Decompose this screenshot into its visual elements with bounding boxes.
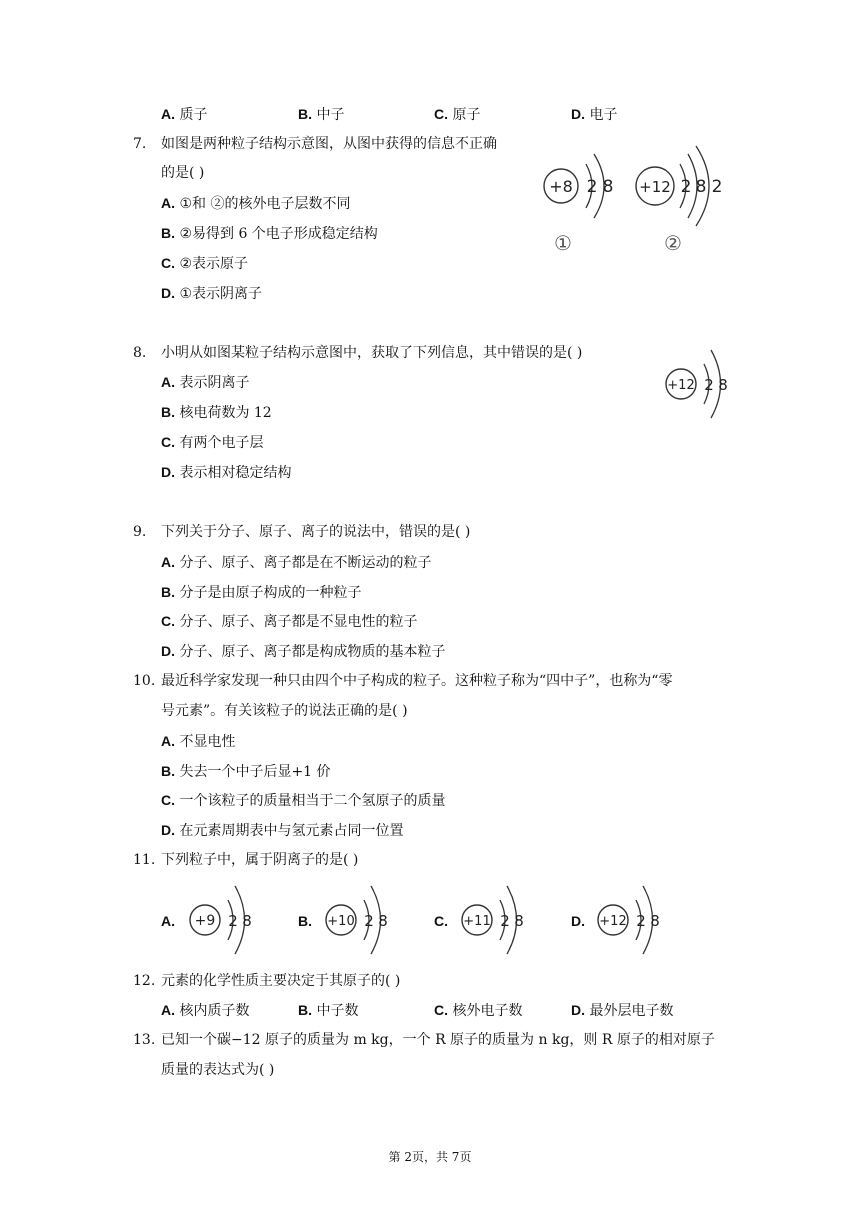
q9-option-c: C. 分子、原子、离子都是不显电性的粒子 xyxy=(161,613,418,630)
q10-stem-line1: 最近科学家发现一种只由四个中子构成的粒子。这种粒子称为“四中子”，也称为“零 xyxy=(161,673,673,689)
q7-option-d: D. ①表示阴离子 xyxy=(161,285,263,302)
q8-stem: 小明从如图某粒子结构示意图中，获取了下列信息，其中错误的是( ) xyxy=(161,345,583,361)
q8-nucleus-label: +12 xyxy=(667,378,695,393)
q12-option-d: D. 最外层电子数 xyxy=(571,1002,674,1019)
q11-d-shell-1-count: 2 xyxy=(636,912,646,930)
q9-option-d: D. 分子、原子、离子都是构成物质的基本粒子 xyxy=(161,643,446,660)
q12-option-c: C. 核外电子数 xyxy=(434,1002,523,1019)
q11-d-shell-2-count: 8 xyxy=(650,912,660,930)
q7-d1-shell-1-count: 2 xyxy=(586,177,598,197)
q12-option-b: B. 中子数 xyxy=(298,1002,359,1019)
q10-option-b: B. 失去一个中子后显+1 价 xyxy=(161,763,331,780)
q9-option-a: A. 分子、原子、离子都是在不断运动的粒子 xyxy=(161,554,432,571)
q12-number: 12. xyxy=(133,973,156,989)
q12-option-a: A. 核内质子数 xyxy=(161,1002,250,1019)
q7-d2-shell-3-count: 2 xyxy=(711,177,723,197)
q8-option-c: C. 有两个电子层 xyxy=(161,434,264,451)
q11-c-nucleus-label: +11 xyxy=(463,914,491,929)
q11-b-shell-1-count: 2 xyxy=(364,912,374,930)
q7-option-b: B. ②易得到 6 个电子形成稳定结构 xyxy=(161,225,378,242)
q11-option-b-letter: B. xyxy=(298,913,312,929)
q10-stem-line2: 号元素”。有关该粒子的说法正确的是( ) xyxy=(161,703,408,719)
q12-stem: 元素的化学性质主要决定于其原子的( ) xyxy=(161,973,401,989)
q7-d2-shell-1-count: 2 xyxy=(680,177,692,197)
q10-option-c: C. 一个该粒子的质量相当于二个氢原子的质量 xyxy=(161,792,446,809)
q7-number: 7. xyxy=(133,136,147,152)
q9-stem: 下列关于分子、原子、离子的说法中，错误的是( ) xyxy=(161,524,471,540)
q11-option-a-letter: A. xyxy=(161,913,175,929)
q6-option-b: B. 中子 xyxy=(298,106,345,123)
q7-stem-line2: 的是( ) xyxy=(161,165,205,181)
q8-option-b: B. 核电荷数为 12 xyxy=(161,404,272,421)
q8-shell-1-count: 2 xyxy=(704,376,714,394)
q11-b-nucleus-label: +10 xyxy=(327,914,355,929)
q7-atom-diagram-1 xyxy=(536,144,626,216)
q9-option-b: B. 分子是由原子构成的一种粒子 xyxy=(161,584,362,601)
q11-a-shell-1-count: 2 xyxy=(228,912,238,930)
q11-option-b-atom-diagram xyxy=(322,882,394,958)
q11-number: 11. xyxy=(133,852,156,868)
q13-stem-line2: 质量的表达式为( ) xyxy=(161,1062,275,1078)
q7-option-a: A. ①和 ②的核外电子层数不同 xyxy=(161,195,351,212)
q6-option-d: D. 电子 xyxy=(571,106,618,123)
q11-option-c-atom-diagram xyxy=(458,882,530,958)
q8-shell-2-count: 8 xyxy=(718,376,728,394)
q8-number: 8. xyxy=(133,345,147,361)
q7-d2-label: ② xyxy=(664,231,682,255)
q11-a-shell-2-count: 8 xyxy=(242,912,252,930)
q6-option-a: A. 质子 xyxy=(161,106,208,123)
q10-number: 10. xyxy=(133,673,156,689)
q13-stem-line1: 已知一个碳−12 原子的质量为 m kg，一个 R 原子的质量为 n kg，则 R 原子的相对原子 xyxy=(161,1032,715,1048)
q7-d2-nucleus-label: +12 xyxy=(639,178,671,196)
q7-d1-nucleus-label: +8 xyxy=(549,177,573,196)
q8-option-d: D. 表示相对稳定结构 xyxy=(161,464,292,481)
q7-stem-line1: 如图是两种粒子结构示意图，从图中获得的信息不正确 xyxy=(161,136,497,152)
q10-option-a: A. 不显电性 xyxy=(161,733,236,750)
page-footer: 第 2页，共 7页 xyxy=(388,1150,472,1164)
q11-option-d-letter: D. xyxy=(571,913,585,929)
q11-a-nucleus-label: +9 xyxy=(194,913,216,929)
q7-d1-label: ① xyxy=(554,231,572,255)
q7-atom-diagram-2 xyxy=(632,144,732,216)
q11-d-nucleus-label: +12 xyxy=(599,914,627,929)
q13-number: 13. xyxy=(133,1032,156,1048)
q8-atom-diagram xyxy=(662,346,734,422)
q10-option-d: D. 在元素周期表中与氢元素占同一位置 xyxy=(161,822,404,839)
q11-stem: 下列粒子中，属于阴离子的是( ) xyxy=(161,852,359,868)
q7-option-c: C. ②表示原子 xyxy=(161,255,249,272)
q11-c-shell-1-count: 2 xyxy=(500,912,510,930)
q11-option-a-atom-diagram xyxy=(186,882,258,958)
q8-option-a: A. 表示阴离子 xyxy=(161,374,250,391)
q11-c-shell-2-count: 8 xyxy=(514,912,524,930)
q11-option-c-letter: C. xyxy=(434,913,448,929)
q11-b-shell-2-count: 8 xyxy=(378,912,388,930)
q7-d2-shell-2-count: 8 xyxy=(695,177,707,197)
q9-number: 9. xyxy=(133,524,147,540)
q11-option-d-atom-diagram xyxy=(594,882,666,958)
q7-d1-shell-2-count: 8 xyxy=(602,177,614,197)
q6-option-c: C. 原子 xyxy=(434,106,481,123)
